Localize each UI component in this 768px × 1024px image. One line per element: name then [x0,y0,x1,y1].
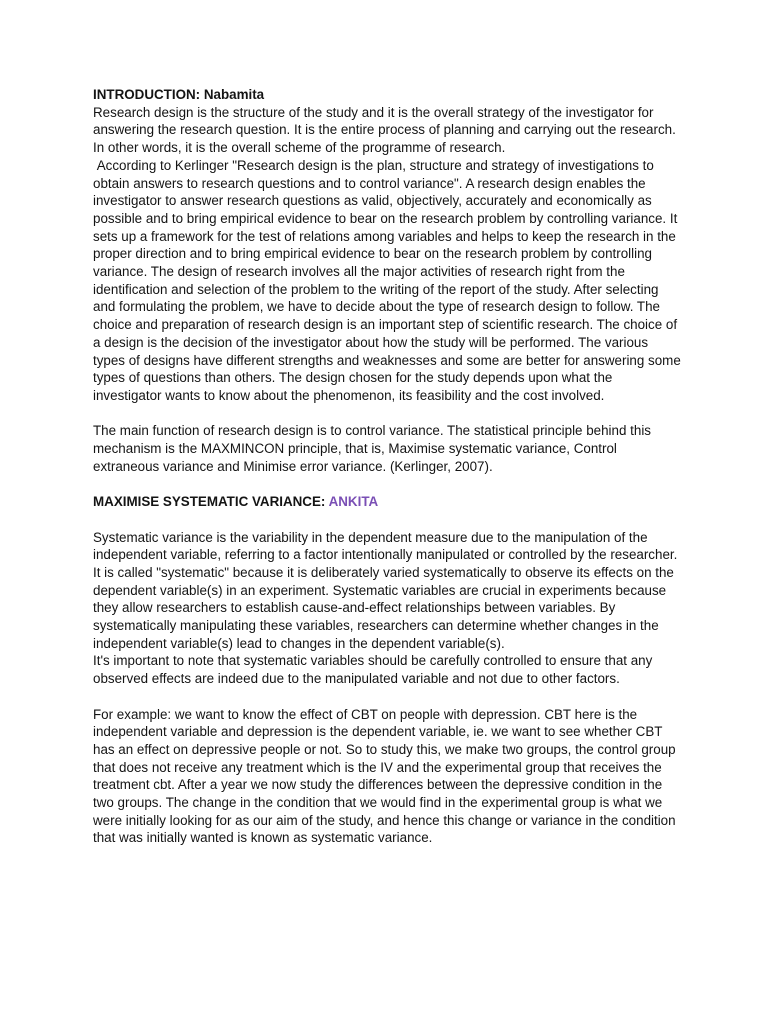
section2-paragraph-3: For example: we want to know the effect of CBT on people with depression. CBT here is the independent variable and depression is the dependent variable, ie. we want to see whether CBT has an effect on depressive people or not. So to study this, we make two groups, the control group that does not receive any treatment which is the IV and the experimental group that receives the treatment cbt. After a year we now study the differences between the depressive condition in the two groups. The change in the condition that we would find in the experimental group is what we were initially looking for as our aim of the study, and hence this change or variance in the condition that was initially wanted is known as systematic variance. [93,706,676,846]
paragraph-gap [93,511,683,529]
paragraph-gap [93,405,683,423]
paragraph-gap [93,475,683,493]
paragraph-gap [93,688,683,706]
section2-heading-line [93,493,683,511]
document-page [93,86,683,847]
section2-author: ANKITA [328,494,379,510]
intro-paragraph-2: According to Kerlinger "Research design is the plan, structure and strategy of investigations to obtain answers to research questions and to control variance". A research design enables the investigator to answer research questions as valid, objectively, accurately and economically as possible and to bring empirical evidence to bear on the research problem by controlling variance. It sets up a framework for the test of relations among variables and helps to keep the research in the proper direction and to bring empirical evidence to bear on the research problem by controlling variance. The design of research involves all the major activities of research right from the identification and selection of the problem to the writing of the report of the study. After selecting and formulating the problem, we have to decide about the type of research design to follow. The choice and preparation of research design is an important step of scientific research. The choice of a design is the decision of the investigator about how the study will be performed. The various types of designs have different strengths and weaknesses and some are better for answering some types of questions than others. The design chosen for the study depends upon what the investigator wants to know about the phenomenon, its feasibility and the cost involved. [93,157,685,403]
section2-paragraph-1: Systematic variance is the variability in the dependent measure due to the manipulation of the independent variable, referring to a factor intentionally manipulated or controlled by the researcher. It is called "systematic" because it is deliberately varied systematically to observe its effects on the dependent variable(s) in an experiment. Systematic variables are crucial in experiments because they allow researchers to establish cause-and-effect relationships between variables. By systematically manipulating these variables, researchers can determine whether changes in the independent variable(s) lead to changes in the dependent variable(s). [93,529,678,651]
intro-paragraph-1: Research design is the structure of the study and it is the overall strategy of the investigator for answering the research question. It is the entire process of planning and carrying out the research. In other words, it is the overall scheme of the programme of research. [93,104,676,156]
section2-heading: MAXIMISE SYSTEMATIC VARIANCE: [93,494,329,510]
section2-paragraph-2: It's important to note that systematic variables should be carefully controlled to ensure that any observed effects are indeed due to the manipulated variable and not due to other factors. [93,653,653,687]
intro-heading: INTRODUCTION: Nabamita [93,87,265,102]
intro-paragraph-3: The main function of research design is to control variance. The statistical principle behind this mechanism is the MAXMINCON principle, that is, Maximise systematic variance, Control extraneous variance and Minimise error variance. (Kerlinger, 2007). [93,423,651,474]
